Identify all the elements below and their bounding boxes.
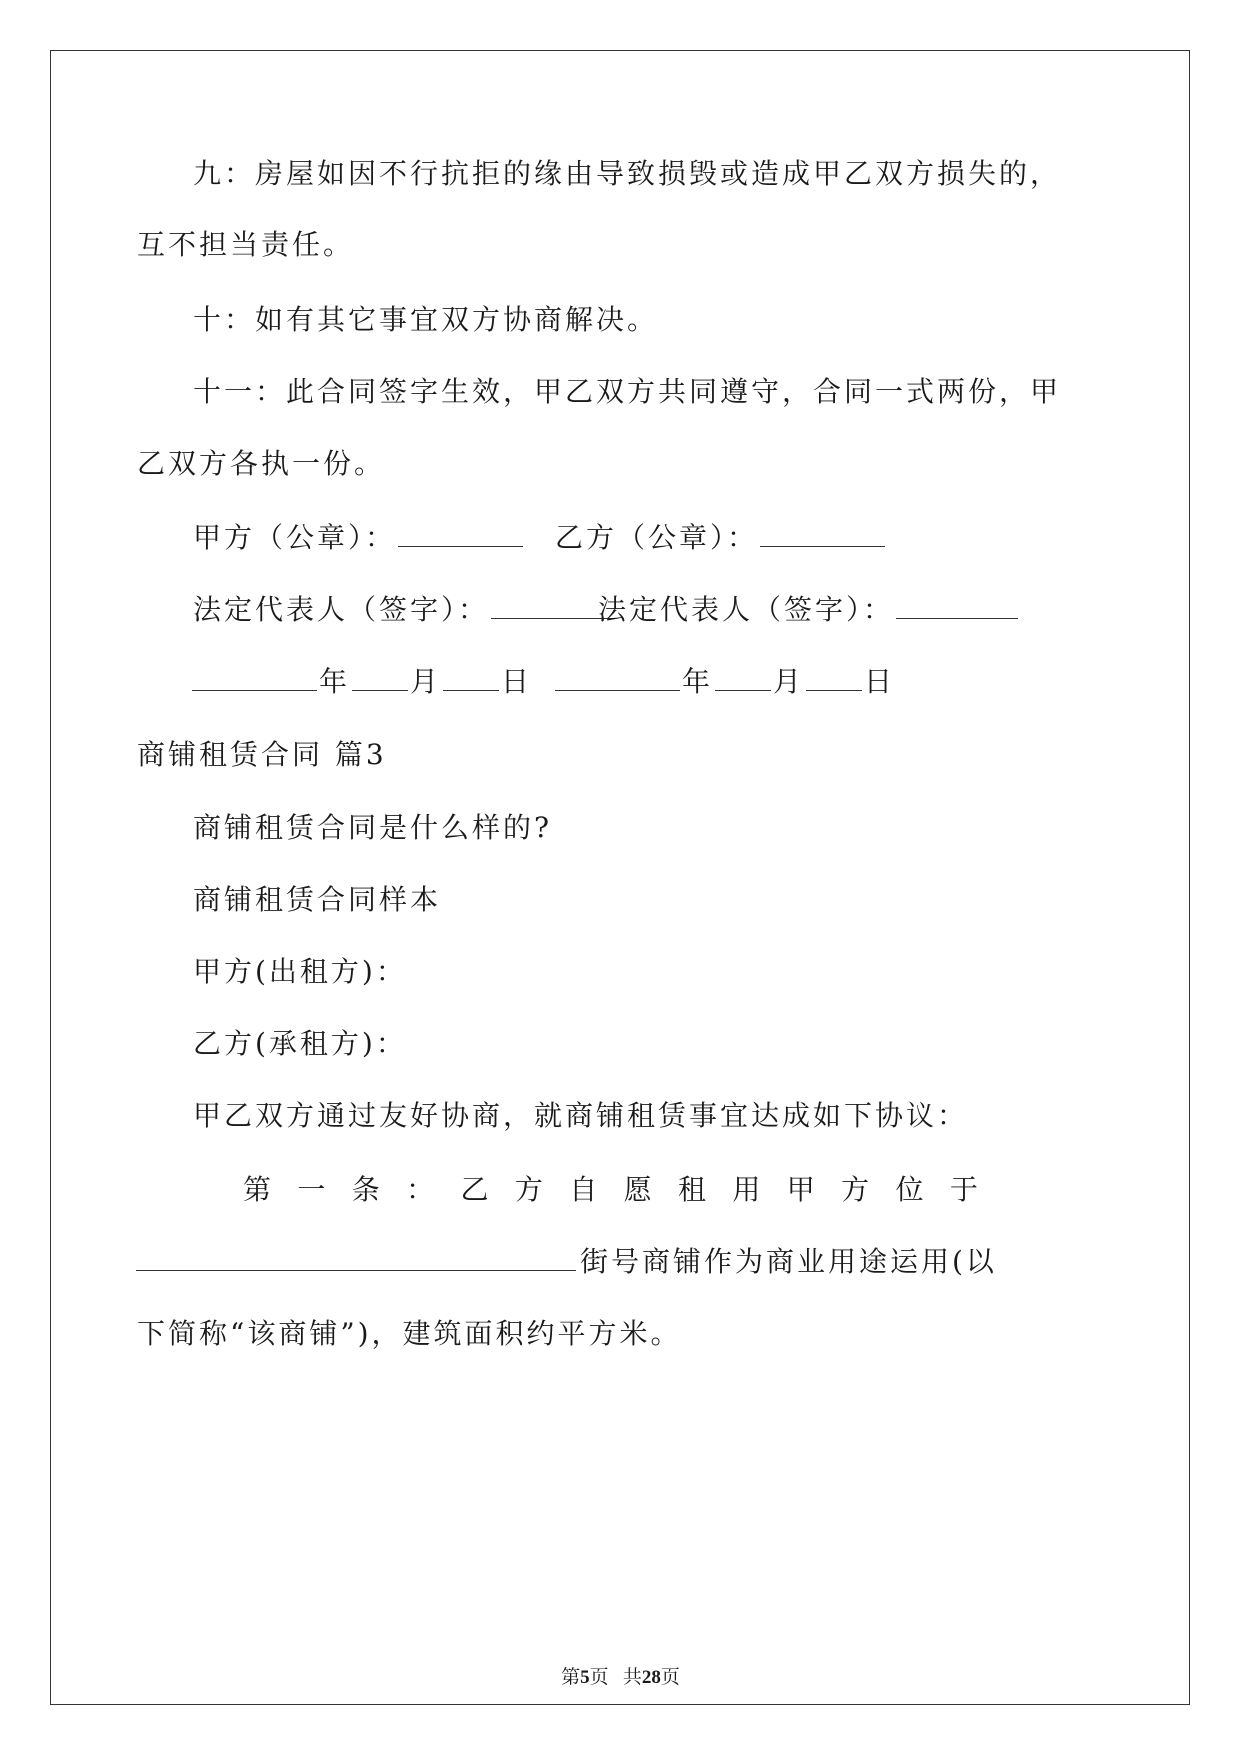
party-a-seal-label: 甲方（公章）：	[193, 521, 397, 554]
party-b-seal-label: 乙方（公章）：	[555, 521, 759, 554]
year-blank	[192, 664, 317, 691]
article-char: 方	[841, 1173, 870, 1206]
footer-total-unit: 页	[660, 1667, 680, 1688]
year-label: 年	[319, 665, 351, 698]
party-b-seal-blank	[760, 520, 885, 547]
agreement-intro: 甲乙双方通过友好协商，就商铺租赁事宜达成如下协议：	[193, 1099, 969, 1132]
seal-row	[193, 518, 525, 558]
article-1-line-2	[136, 1242, 997, 1282]
page-footer	[0, 1666, 1241, 1690]
month-label: 月	[410, 665, 442, 698]
page-border	[50, 50, 1190, 1705]
legal-rep-b	[598, 590, 1020, 630]
date-row-b	[553, 662, 895, 702]
clause-9-line-1: 九：房屋如因不行抗拒的缘由导致损毁或造成甲乙双方损失的，	[193, 157, 1062, 190]
clause-11-line-1: 十一：此合同签字生效，甲乙双方共同遵守，合同一式两份，甲	[193, 375, 1062, 408]
month-label-b: 月	[773, 665, 805, 698]
legal-rep-b-blank	[896, 592, 1018, 619]
clause-11-line-2: 乙双方各执一份。	[137, 447, 386, 480]
sample-title: 商铺租赁合同样本	[193, 883, 442, 916]
article-char: 乙	[460, 1173, 489, 1206]
day-label-b: 日	[864, 665, 896, 698]
article-char: 方	[514, 1173, 543, 1206]
footer-page-num: 5	[580, 1667, 590, 1688]
lessee-label: 乙方(承租方)：	[193, 1027, 407, 1060]
article-char: 用	[732, 1173, 761, 1206]
article-char: 甲	[786, 1173, 815, 1206]
lessor-label: 甲方(出租方)：	[193, 955, 407, 988]
article-1-line-1	[243, 1170, 978, 1210]
day-blank-b	[806, 664, 862, 691]
article-char: 位	[895, 1173, 924, 1206]
legal-rep-a-label: 法定代表人（签字）：	[193, 593, 490, 626]
article-1-line-2-text: 街号商铺作为商业用途运用(以	[580, 1245, 997, 1278]
footer-page-unit: 页	[589, 1667, 609, 1688]
legal-rep-a	[193, 590, 618, 630]
article-1-line-3: 下简称“该商铺”)，建筑面积约平方米。	[137, 1317, 682, 1350]
month-blank-b	[715, 664, 771, 691]
party-a-seal-blank	[398, 520, 523, 547]
footer-page-label: 第	[561, 1667, 581, 1688]
question: 商铺租赁合同是什么样的?	[193, 811, 553, 844]
date-row-a	[190, 662, 532, 702]
article-char: 一	[297, 1173, 326, 1206]
address-blank	[136, 1244, 576, 1271]
clause-9-line-2: 互不担当责任。	[137, 228, 355, 261]
article-char: 于	[949, 1173, 978, 1206]
article-char: ：	[406, 1173, 435, 1206]
section-title: 商铺租赁合同 篇3	[137, 738, 387, 771]
legal-rep-b-label: 法定代表人（签字）：	[598, 593, 895, 626]
year-blank-b	[555, 664, 680, 691]
month-blank	[352, 664, 408, 691]
article-char: 第	[243, 1173, 272, 1206]
day-label: 日	[501, 665, 533, 698]
article-char: 自	[569, 1173, 598, 1206]
day-blank	[443, 664, 499, 691]
clause-10: 十：如有其它事宜双方协商解决。	[193, 303, 659, 336]
year-label-b: 年	[682, 665, 714, 698]
article-char: 租	[678, 1173, 707, 1206]
footer-total-num: 28	[641, 1667, 661, 1688]
footer-total-label: 共	[622, 1667, 642, 1688]
seal-row-b	[555, 518, 887, 558]
article-char: 愿	[623, 1173, 652, 1206]
article-char: 条	[351, 1173, 380, 1206]
